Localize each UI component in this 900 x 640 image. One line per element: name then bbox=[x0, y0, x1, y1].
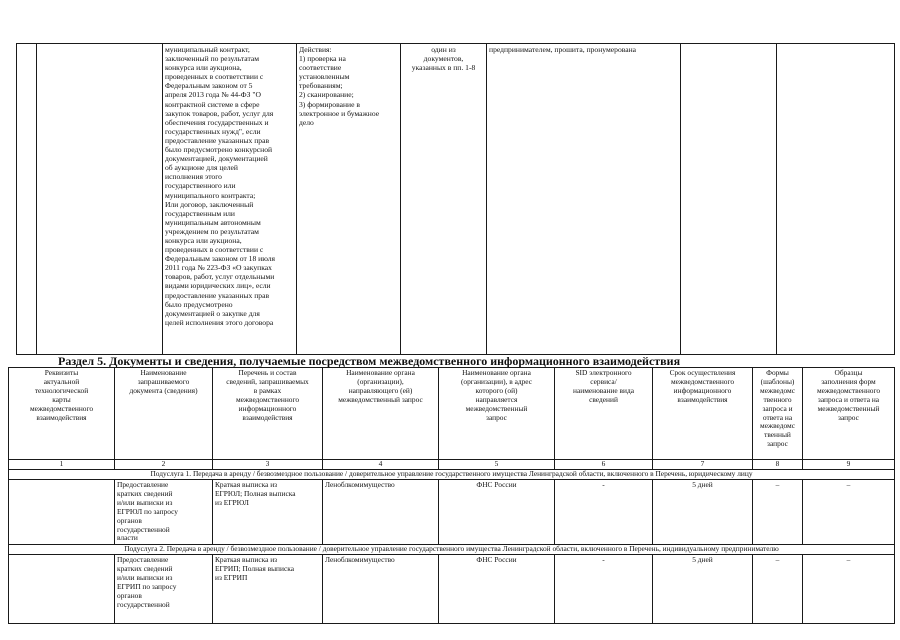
section-5-table bbox=[8, 367, 895, 624]
cell-sid: - bbox=[555, 555, 653, 624]
top-cell-actions: Действия: 1) проверка на соответствие установленным требованиям; 2) сканирование; 3) формирование в электронное и бумажное дело bbox=[297, 44, 401, 355]
column-number: 2 bbox=[115, 460, 213, 470]
top-cell-1 bbox=[17, 44, 37, 355]
cell-samples: – bbox=[803, 555, 895, 624]
column-number: 1 bbox=[9, 460, 115, 470]
column-number: 5 bbox=[439, 460, 555, 470]
table-row bbox=[9, 480, 895, 545]
cell-document-name: Предоставление кратких сведений и/или выписки из ЕГРЮЛ по запросу органов государственной власти bbox=[115, 480, 213, 545]
header-cell: Наименование органа (организации), в адрес которого (ой) направляется межведомственный запрос bbox=[439, 368, 555, 460]
top-cell-8 bbox=[777, 44, 895, 355]
header-cell: Наименование запрашиваемого документа (сведения) bbox=[115, 368, 213, 460]
top-continuation-table bbox=[16, 43, 895, 355]
subservice-row-1 bbox=[9, 470, 895, 480]
column-number: 4 bbox=[323, 460, 439, 470]
cell-sid: - bbox=[555, 480, 653, 545]
header-cell: SID электронного сервиса/ наименование вида сведений bbox=[555, 368, 653, 460]
column-number: 8 bbox=[753, 460, 803, 470]
cell-requesting-organ: Леноблкомимущество bbox=[323, 555, 439, 624]
subservice-2-label: Подуслуга 2. Передача в аренду / безвозмездное пользование / доверительное управление государственного имущества Ленинградской области, включенного в Перечень, индивидуальному предпринимателю bbox=[9, 545, 895, 555]
cell-target-organ: ФНС России bbox=[439, 555, 555, 624]
cell-tech-card bbox=[9, 555, 115, 624]
top-cell-requirements: предпринимателем, прошита, пронумерована bbox=[487, 44, 681, 355]
subservice-row-2 bbox=[9, 545, 895, 555]
cell-tech-card bbox=[9, 480, 115, 545]
top-cell-documents-count: один из документов, указанных в пп. 1-8 bbox=[401, 44, 487, 355]
section-5-title: Раздел 5. Документы и сведения, получаемые посредством межведомственного информационного взаимодействия bbox=[58, 354, 681, 368]
header-cell: Срок осуществления межведомственного информационного взаимодействия bbox=[653, 368, 753, 460]
top-cell-document-description: муниципальный контракт, заключенный по результатам конкурса или аукциона, проведенных в соответствии с Федеральным законом от 5 апреля 2013 года № 44-ФЗ "О контрактной системе в сфере закупок товаров, работ, услуг для обеспечения государственных и государственных нужд", если предоставление указанных прав было предусмотрено конкурсной документацией, документацией об аукционе для целей исполнения этого государственного или муниципального контракта; Или договор, заключенный государственным или муниципальным автономным учреждением по результатам конкурса или аукциона, проведенных в соответствии с Федеральным законом от 18 июля 2011 года № 223-ФЗ «О закупках товаров, работ, услуг отдельными видами юридических лиц», если предоставление указанных прав было предусмотрено документацией о закупке для целей исполнения этого договора bbox=[163, 44, 297, 355]
cell-requested-info: Краткая выписка из ЕГРИП; Полная выписка из ЕГРИП bbox=[213, 555, 323, 624]
header-cell: Реквизиты актуальной технологической карты межведомственного взаимодействия bbox=[9, 368, 115, 460]
table-header-row bbox=[9, 368, 895, 460]
header-cell: Образцы заполнения форм межведомственного запроса и ответа на межведомственный запрос bbox=[803, 368, 895, 460]
cell-forms: – bbox=[753, 480, 803, 545]
cell-deadline: 5 дней bbox=[653, 555, 753, 624]
cell-requesting-organ: Леноблкомимущество bbox=[323, 480, 439, 545]
cell-requested-info: Краткая выписка из ЕГРЮЛ; Полная выписка из ЕГРЮЛ bbox=[213, 480, 323, 545]
cell-deadline: 5 дней bbox=[653, 480, 753, 545]
cell-forms: – bbox=[753, 555, 803, 624]
column-number-row bbox=[9, 460, 895, 470]
top-cell-7 bbox=[681, 44, 777, 355]
header-cell: Формы (шаблоны) межведомс твенного запроса и ответа на межведомс твенный запрос bbox=[753, 368, 803, 460]
header-cell: Наименование органа (организации), направляющего (ей) межведомственный запрос bbox=[323, 368, 439, 460]
header-cell: Перечень и состав сведений, запрашиваемых в рамках межведомственного информационного взаимодействия bbox=[213, 368, 323, 460]
table-row bbox=[9, 555, 895, 624]
top-cell-2 bbox=[37, 44, 163, 355]
column-number: 3 bbox=[213, 460, 323, 470]
column-number: 9 bbox=[803, 460, 895, 470]
cell-document-name: Предоставление кратких сведений и/или выписки из ЕГРИП по запросу органов государственной bbox=[115, 555, 213, 624]
cell-samples: – bbox=[803, 480, 895, 545]
cell-target-organ: ФНС России bbox=[439, 480, 555, 545]
column-number: 7 bbox=[653, 460, 753, 470]
subservice-1-label: Подуслуга 1. Передача в аренду / безвозмездное пользование / доверительное управление государственного имущества Ленинградской области, включенного в Перечень, юридическому лицу bbox=[9, 470, 895, 480]
column-number: 6 bbox=[555, 460, 653, 470]
